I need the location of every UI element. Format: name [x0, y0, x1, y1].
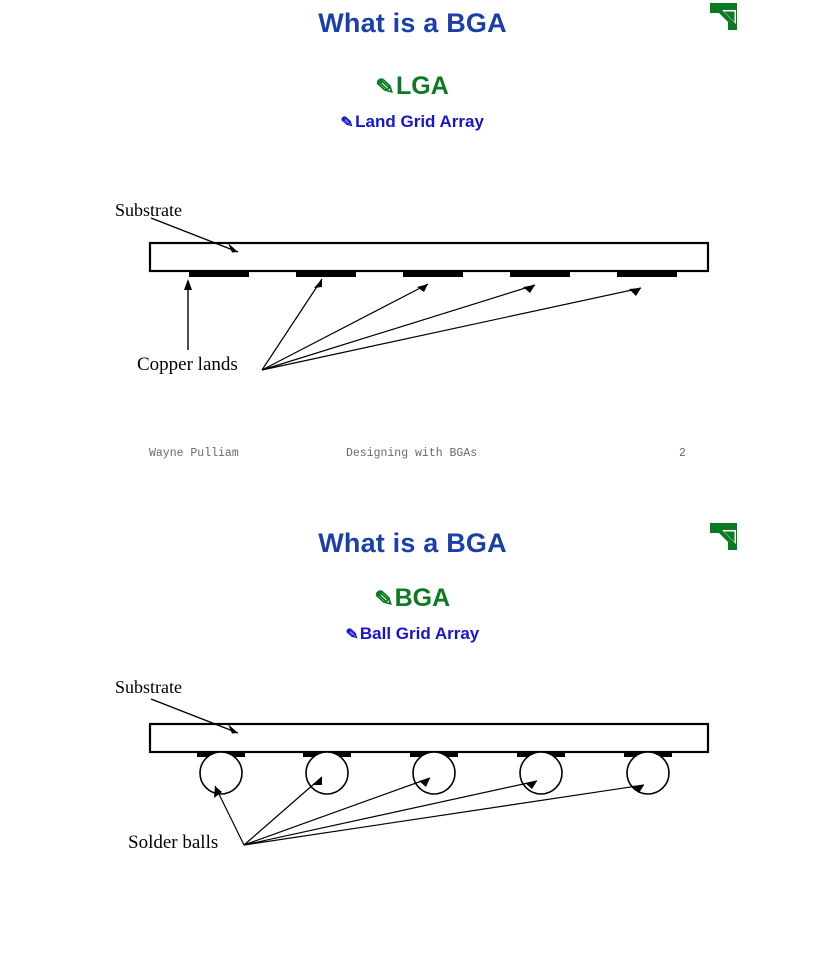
bullet-level1-label: BGA	[394, 584, 451, 612]
substrate-label: Substrate	[115, 200, 182, 220]
pen-bullet-icon: ✎	[373, 587, 394, 611]
copper-land-pad	[510, 271, 570, 277]
copper-land-pad	[617, 271, 677, 277]
copper-land-pad	[296, 271, 356, 277]
slide-2	[0, 500, 825, 964]
solder-ball	[520, 752, 562, 794]
solder-ball	[200, 752, 242, 794]
ball-leader-line	[215, 786, 244, 845]
substrate-body	[150, 724, 708, 752]
ball-leader-line	[244, 785, 644, 845]
copper-lands-label: Copper lands	[137, 354, 238, 375]
land-leader-line	[262, 285, 535, 370]
solder-ball	[306, 752, 348, 794]
substrate-body	[150, 243, 708, 271]
bullet-level2-label: Land Grid Array	[355, 112, 484, 131]
copper-land-pad	[189, 271, 249, 277]
copper-land-pad	[403, 271, 463, 277]
substrate-label: Substrate	[115, 677, 182, 697]
page-title: What is a BGA	[318, 8, 507, 38]
footer-title: Designing with BGAs	[346, 447, 478, 460]
bullet-level1-label: LGA	[396, 72, 449, 100]
footer-page-number: 2	[679, 447, 686, 460]
land-leader-line	[262, 284, 428, 370]
bullet-level2-label: Ball Grid Array	[359, 624, 480, 643]
pen-bullet-icon: ✎	[345, 627, 359, 643]
land-leader-line	[262, 288, 641, 370]
land-arrowhead	[629, 288, 641, 296]
land-arrowhead	[523, 285, 535, 293]
land-leader-line	[262, 279, 322, 370]
pen-bullet-icon: ✎	[340, 115, 354, 131]
land-arrowhead	[184, 279, 192, 290]
ball-leader-line	[244, 781, 537, 845]
footer-author: Wayne Pulliam	[149, 447, 239, 460]
solder-ball	[413, 752, 455, 794]
page-title: What is a BGA	[318, 528, 507, 558]
solder-ball	[627, 752, 669, 794]
pen-bullet-icon: ✎	[375, 75, 395, 99]
solder-balls-label: Solder balls	[128, 832, 219, 853]
land-arrowhead	[417, 284, 428, 292]
